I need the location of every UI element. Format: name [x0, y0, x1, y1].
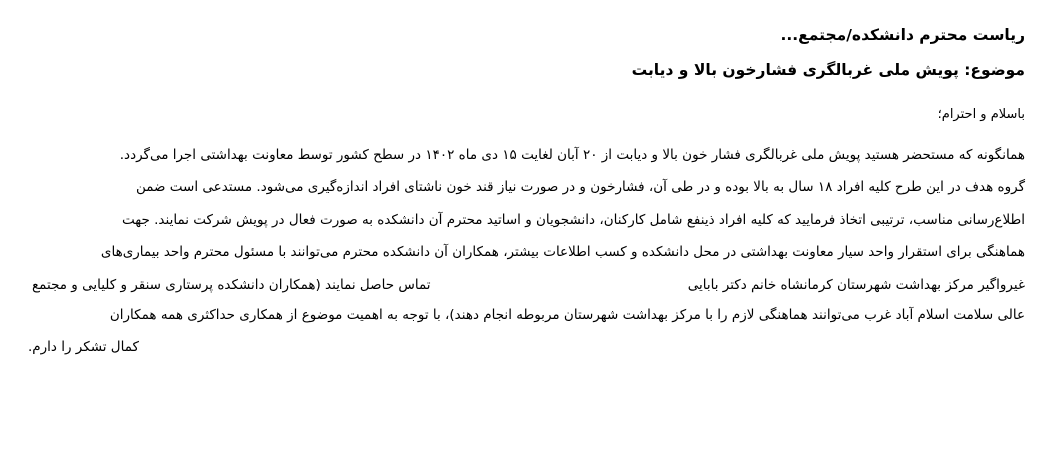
contact-line	[28, 270, 1025, 300]
salutation-line: باسلام و احترام؛	[937, 106, 1025, 122]
body-paragraph: اطلاع‌رسانی مناسب، ترتیبی اتخاذ فرمایید که کلیه افراد ذینفع شامل کارکنان، دانشجویان و اساتید محترم آن دانشکده به صورت فعال در پویش شرکت نمایند. جهت	[122, 211, 1025, 228]
body-paragraph: عالی سلامت اسلام آباد غرب می‌توانند هماهنگی لازم را با مرکز بهداشت شهرستان مربوطه انجام دهند)، با توجه به اهمیت موضوع از همکاری حداکثری همه همکاران	[109, 306, 1025, 323]
letter-body	[28, 140, 1025, 363]
letter-heading	[28, 24, 1025, 83]
subject-line: موضوع: پویش ملی غربالگری فشارخون بالا و دیابت	[631, 61, 1025, 80]
contact-line-left: تماس حاصل نمایند (همکاران دانشکده پرستاری سنقر و کلیایی و مجتمع	[32, 276, 431, 293]
contact-line-right: غیرواگیر مرکز بهداشت شهرستان کرمانشاه خانم دکتر بابایی	[687, 276, 1025, 293]
body-paragraph: همانگونه که مستحضر هستید پویش ملی غربالگری فشار خون بالا و دیابت از ۲۰ آبان لغایت ۱۵ دی ماه ۱۴۰۲ در سطح کشور توسط معاونت بهداشتی اجرا می‌گردد.	[119, 147, 1025, 163]
body-paragraph: گروه هدف در این طرح کلیه افراد ۱۸ سال به بالا بوده و در طی آن، فشارخون و در صورت نیاز قند خون ناشتای افراد اندازه‌گیری می‌شود. مستدعی است ضمن	[135, 179, 1025, 196]
body-paragraph: هماهنگی برای استقرار واحد سیار معاونت بهداشتی در محل دانشکده و کسب اطلاعات بیشتر، همکاران آن دانشکده محترم می‌توانند با مسئول محترم واحد بیماری‌های	[100, 244, 1025, 261]
closing-line: کمال تشکر را دارم.	[28, 339, 139, 356]
addressee-line: ریاست محترم دانشکده/مجتمع...	[780, 26, 1025, 44]
